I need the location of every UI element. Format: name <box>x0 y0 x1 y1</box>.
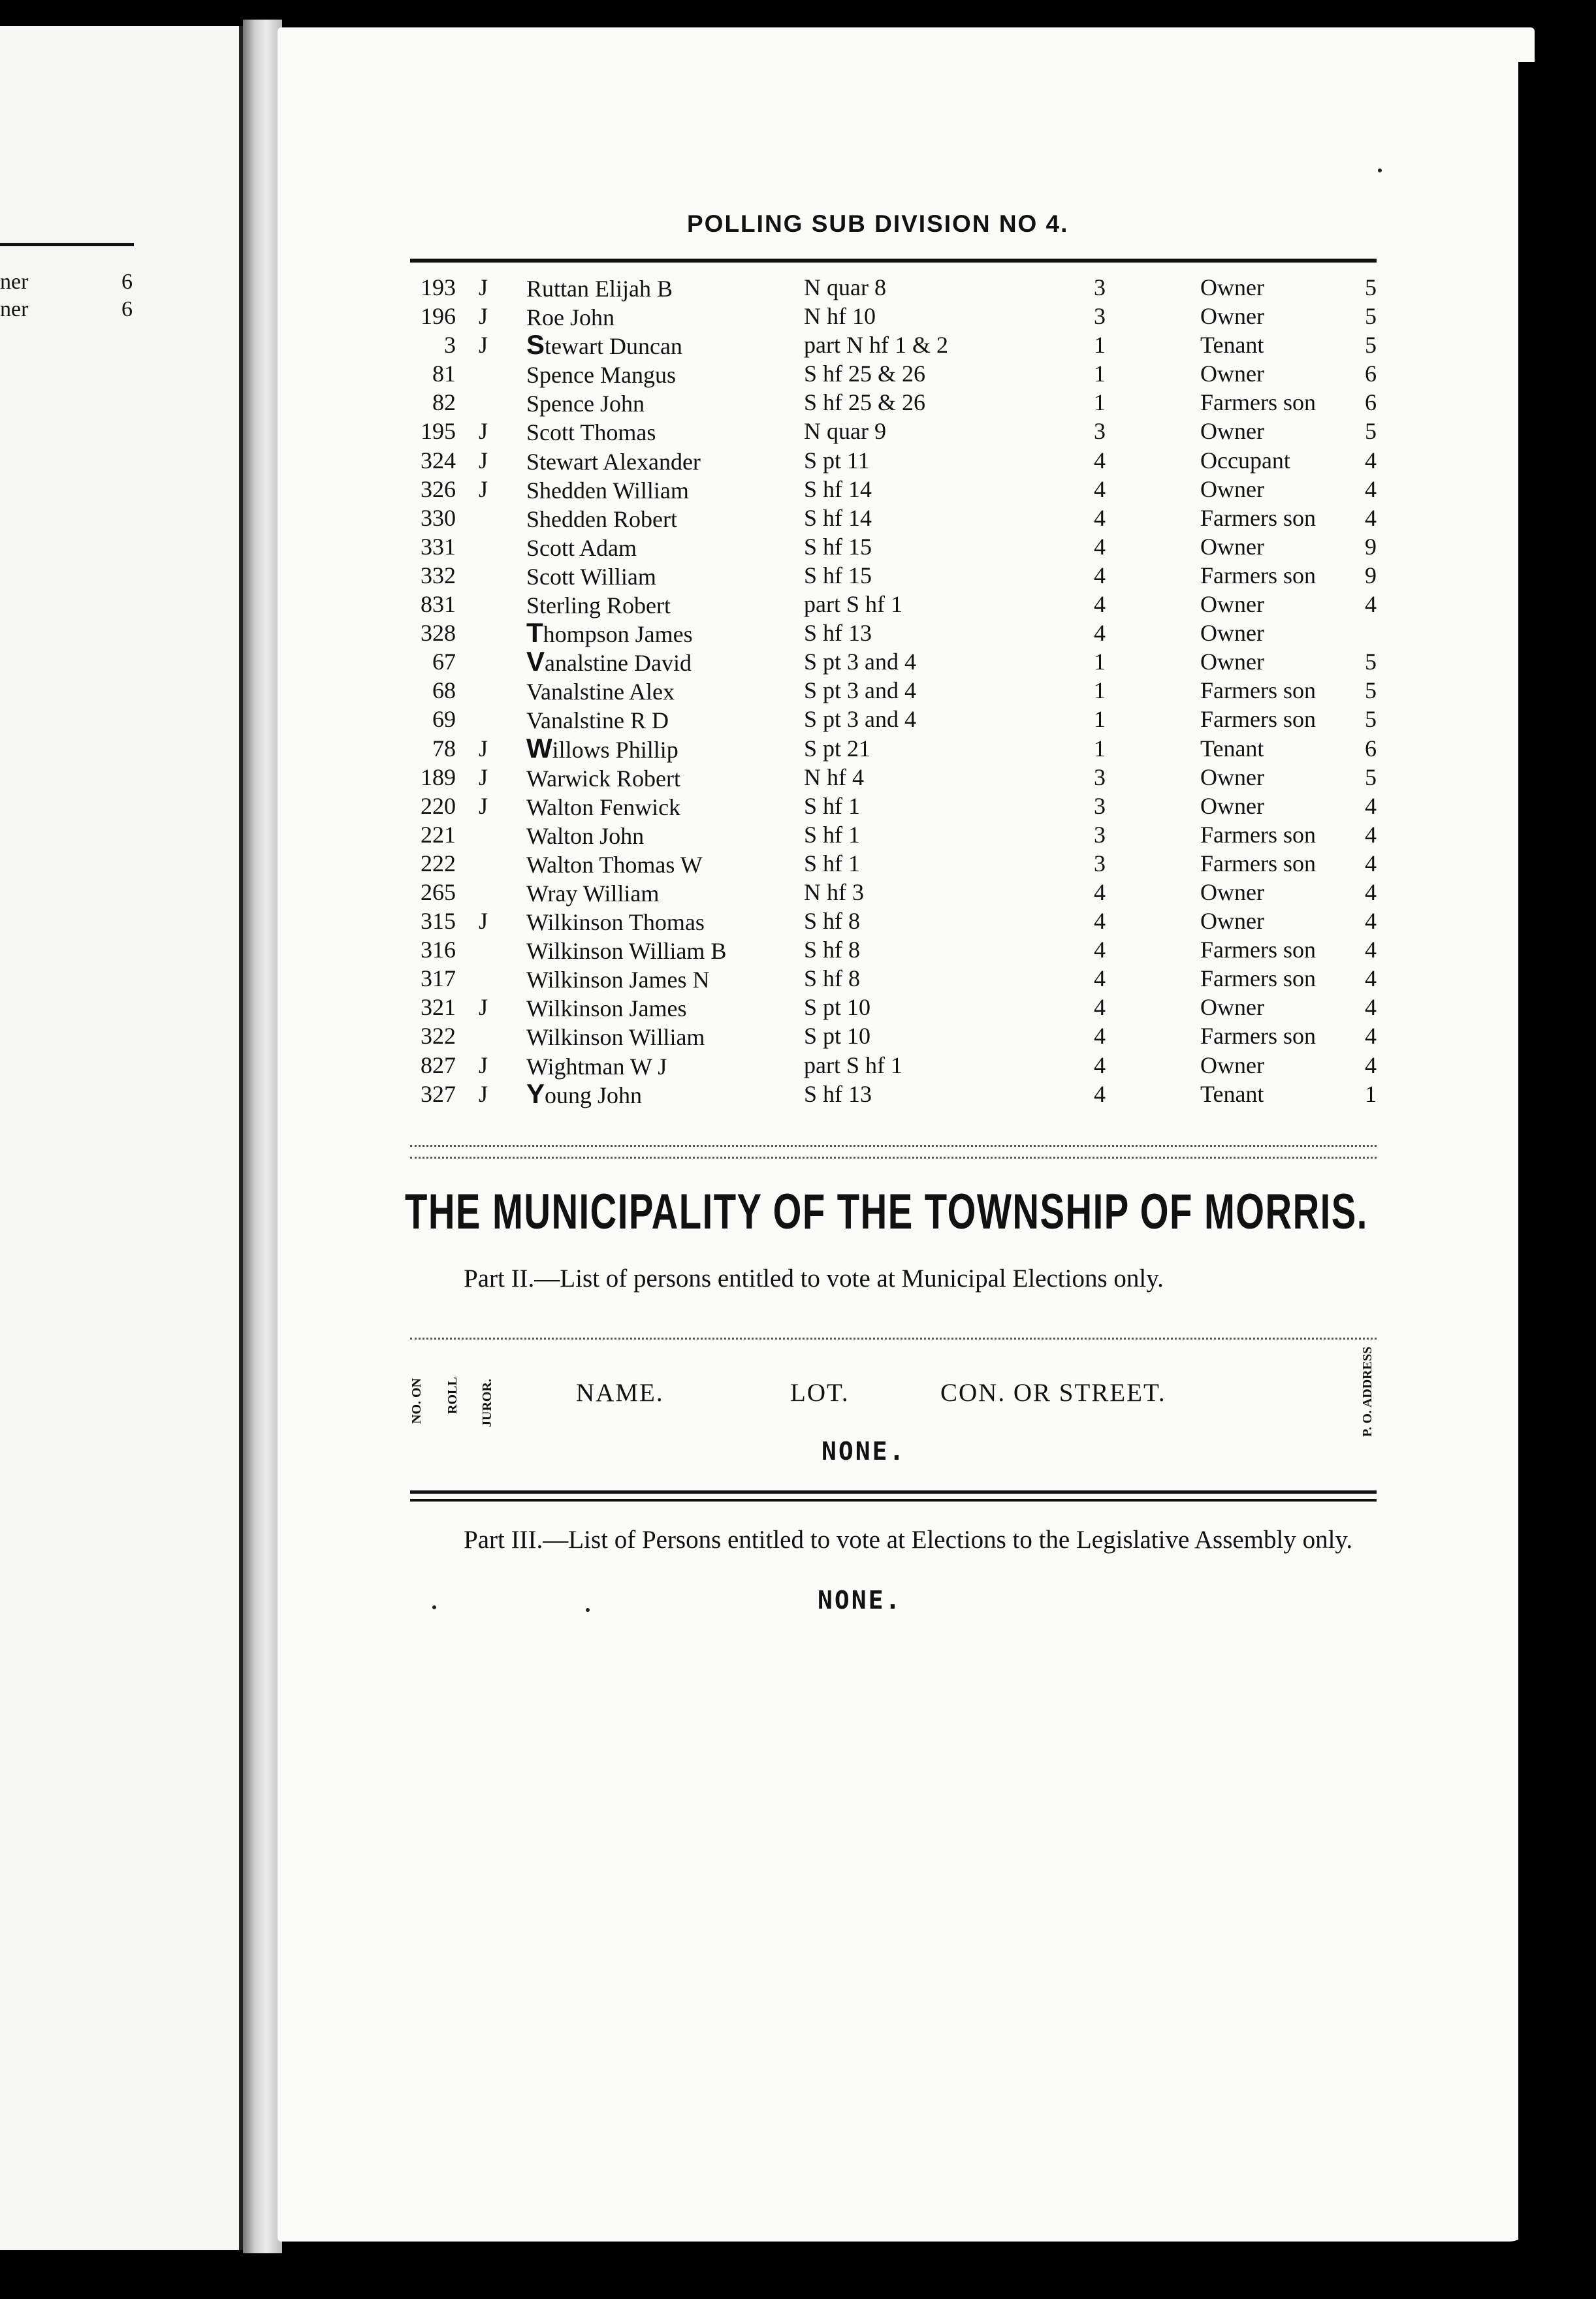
voter-lot: N hf 3 <box>804 878 864 905</box>
voter-concession: 3 <box>1094 821 1106 848</box>
voter-name-text: Walton Thomas W <box>526 851 703 878</box>
voter-juror-mark: J <box>479 475 488 502</box>
voter-juror-mark: J <box>479 1080 488 1107</box>
voter-lot: S pt 3 and 4 <box>804 677 917 704</box>
voter-name <box>526 475 689 505</box>
voter-po-address: 5 <box>1365 706 1377 733</box>
voter-juror-mark: J <box>479 908 488 935</box>
polling-subdivision-title: POLLING SUB DIVISION NO 4. <box>687 210 1069 237</box>
voter-po-address: 4 <box>1365 937 1377 963</box>
voter-concession: 4 <box>1094 994 1106 1021</box>
voter-row <box>410 1080 1377 1108</box>
voter-roll-number: 67 <box>432 649 456 675</box>
voter-po-address: 4 <box>1365 475 1377 502</box>
voter-name-text: Vanalstine Alex <box>526 679 675 705</box>
voter-name-text: Wilkinson William B <box>526 938 727 965</box>
voter-name-text: Stewart Alexander <box>526 448 701 475</box>
voter-concession: 4 <box>1094 591 1106 618</box>
voter-po-address: 9 <box>1365 562 1377 588</box>
part-three-none: NONE. <box>818 1586 902 1615</box>
voter-name <box>526 647 692 677</box>
voter-name <box>526 417 656 447</box>
voter-name-text: illows Phillip <box>552 736 678 763</box>
voter-po-address: 6 <box>1365 735 1377 762</box>
voter-name <box>526 792 680 822</box>
voter-lot: N quar 9 <box>804 418 886 445</box>
voter-roll-number: 81 <box>432 361 456 387</box>
voter-name-text: oung John <box>545 1082 643 1108</box>
voter-row <box>410 935 1377 964</box>
voter-po-address: 5 <box>1365 303 1377 330</box>
voter-name <box>526 676 675 706</box>
voter-status: Owner <box>1200 591 1264 618</box>
voter-roll-number: 328 <box>421 620 456 647</box>
voter-roll-number: 220 <box>421 792 456 819</box>
voter-juror-mark: J <box>479 764 488 790</box>
voter-lot: S pt 3 and 4 <box>804 706 917 733</box>
voter-name <box>526 878 659 908</box>
voter-name-initial: Y <box>526 1078 545 1109</box>
voter-name <box>526 907 705 937</box>
voter-po-address: 4 <box>1365 1052 1377 1078</box>
voter-name <box>526 705 669 735</box>
voter-lot: S pt 21 <box>804 735 871 762</box>
voter-concession: 4 <box>1094 908 1106 935</box>
voter-name <box>526 359 676 389</box>
voter-po-address: 4 <box>1365 504 1377 531</box>
voter-name-initial: W <box>526 732 552 764</box>
voter-row <box>410 330 1377 359</box>
column-header-name: NAME. <box>576 1379 664 1407</box>
voter-name-text: Sterling Robert <box>526 592 671 619</box>
voter-po-address: 6 <box>1365 389 1377 416</box>
voter-row <box>410 359 1377 388</box>
print-speck <box>586 1608 590 1612</box>
voter-lot: S pt 10 <box>804 994 871 1021</box>
voter-name-text: Wightman W J <box>526 1053 667 1080</box>
voter-row <box>410 302 1377 330</box>
voter-lot: S hf 14 <box>804 475 872 502</box>
voter-juror-mark: J <box>479 274 488 300</box>
voter-name-text: Vanalstine R D <box>526 707 669 734</box>
voter-juror-mark: J <box>479 1052 488 1078</box>
voter-name-text: hompson James <box>543 621 693 648</box>
voter-row <box>410 676 1377 705</box>
voter-po-address: 4 <box>1365 878 1377 905</box>
left-entry-number: 6 <box>121 270 133 294</box>
voter-lot: S pt 10 <box>804 1023 871 1050</box>
voter-name <box>526 1021 705 1052</box>
voter-roll-number: 265 <box>421 878 456 905</box>
voter-row <box>410 475 1377 504</box>
voter-roll-number: 3 <box>444 332 456 359</box>
voter-row <box>410 878 1377 907</box>
voter-status: Owner <box>1200 994 1264 1021</box>
voter-status: Owner <box>1200 274 1264 300</box>
book-spine <box>243 20 282 2253</box>
voter-lot: part S hf 1 <box>804 1052 902 1078</box>
voter-name <box>526 619 693 649</box>
voter-lot: S hf 1 <box>804 850 861 876</box>
voter-row <box>410 964 1377 993</box>
voter-name <box>526 590 671 620</box>
voter-po-address: 1 <box>1365 1080 1377 1107</box>
voter-po-address: 6 <box>1365 361 1377 387</box>
voter-row <box>410 590 1377 619</box>
voter-roll-number: 317 <box>421 965 456 992</box>
voter-concession: 1 <box>1094 332 1106 359</box>
voter-juror-mark: J <box>479 735 488 762</box>
voter-status: Farmers son <box>1200 965 1316 992</box>
voter-concession: 4 <box>1094 1080 1106 1107</box>
voter-concession: 4 <box>1094 1023 1106 1050</box>
voter-roll-number: 332 <box>421 562 456 588</box>
voter-po-address: 4 <box>1365 850 1377 876</box>
voter-name <box>526 935 726 965</box>
voter-name-text: Wilkinson James N <box>526 967 710 993</box>
voter-status: Owner <box>1200 1052 1264 1078</box>
section-rule <box>410 1499 1377 1502</box>
voter-status: Owner <box>1200 908 1264 935</box>
column-header-con-or-street: CON. OR STREET. <box>940 1379 1166 1407</box>
voter-row <box>410 820 1377 849</box>
voter-name-text: Shedden William <box>526 477 689 504</box>
voter-name <box>526 734 678 764</box>
voter-concession: 3 <box>1094 792 1106 819</box>
voter-concession: 1 <box>1094 677 1106 704</box>
voter-name-text: Wilkinson Thomas <box>526 909 705 936</box>
dotted-divider <box>410 1338 1377 1340</box>
voter-name-text: Warwick Robert <box>526 765 681 792</box>
voter-po-address: 5 <box>1365 649 1377 675</box>
voter-lot: N hf 10 <box>804 303 876 330</box>
left-page-rule <box>0 243 134 246</box>
voter-po-address: 9 <box>1365 533 1377 560</box>
voter-status: Owner <box>1200 475 1264 502</box>
voter-status: Farmers son <box>1200 821 1316 848</box>
voter-roll-number: 222 <box>421 850 456 876</box>
voter-roll-number: 324 <box>421 447 456 474</box>
voter-lot: part N hf 1 & 2 <box>804 332 948 359</box>
municipality-title: THE MUNICIPALITY OF THE TOWNSHIP OF MORRIS. <box>405 1184 1368 1240</box>
voter-concession: 1 <box>1094 361 1106 387</box>
voter-status: Owner <box>1200 649 1264 675</box>
voter-juror-mark: J <box>479 332 488 359</box>
voter-status: Owner <box>1200 533 1264 560</box>
column-header-juror: JUROR. <box>480 1379 494 1427</box>
voter-concession: 1 <box>1094 735 1106 762</box>
voter-roll-number: 193 <box>421 274 456 300</box>
voter-po-address: 5 <box>1365 332 1377 359</box>
voter-po-address: 4 <box>1365 447 1377 474</box>
voter-concession: 4 <box>1094 620 1106 647</box>
voter-list <box>410 273 1377 1108</box>
print-speck <box>1378 169 1382 172</box>
voter-name-text: analstine David <box>545 650 692 677</box>
voter-lot: S hf 8 <box>804 937 861 963</box>
voter-status: Owner <box>1200 878 1264 905</box>
voter-name <box>526 763 680 793</box>
voter-status: Owner <box>1200 303 1264 330</box>
voter-lot: S hf 25 & 26 <box>804 389 926 416</box>
voter-row <box>410 993 1377 1021</box>
voter-lot: S pt 3 and 4 <box>804 649 917 675</box>
voter-lot: S hf 13 <box>804 620 872 647</box>
voter-roll-number: 326 <box>421 475 456 502</box>
voter-roll-number: 196 <box>421 303 456 330</box>
voter-status: Tenant <box>1200 332 1264 359</box>
voter-name-text: Walton John <box>526 822 645 849</box>
voter-concession: 4 <box>1094 937 1106 963</box>
voter-status: Farmers son <box>1200 389 1316 416</box>
voter-name <box>526 532 637 562</box>
voter-status: Owner <box>1200 418 1264 445</box>
voter-po-address: 4 <box>1365 994 1377 1021</box>
voter-status: Farmers son <box>1200 677 1316 704</box>
part-three-heading: Part III.—List of Persons entitled to vote at Elections to the Legislative Assembly only. <box>464 1526 1353 1554</box>
voter-status: Owner <box>1200 361 1264 387</box>
voter-lot: S hf 8 <box>804 908 861 935</box>
voter-row <box>410 734 1377 763</box>
voter-name <box>526 446 701 476</box>
voter-row <box>410 417 1377 445</box>
voter-concession: 4 <box>1094 475 1106 502</box>
voter-lot: S hf 1 <box>804 821 861 848</box>
voter-name <box>526 504 677 534</box>
voter-name <box>526 273 673 303</box>
voter-roll-number: 189 <box>421 764 456 790</box>
voter-roll-number: 68 <box>432 677 456 704</box>
print-speck <box>432 1605 436 1609</box>
left-entry-word: ner <box>0 297 29 321</box>
voter-roll-number: 82 <box>432 389 456 416</box>
voter-row <box>410 388 1377 417</box>
voter-name-text: Wray William <box>526 880 660 907</box>
voter-roll-number: 330 <box>421 504 456 531</box>
voter-lot: S hf 25 & 26 <box>804 361 926 387</box>
voter-po-address: 4 <box>1365 1023 1377 1050</box>
voter-name-text: Shedden Robert <box>526 506 677 532</box>
voter-name-text: Roe John <box>526 304 614 331</box>
voter-po-address: 4 <box>1365 591 1377 618</box>
voter-status: Farmers son <box>1200 706 1316 733</box>
voter-concession: 4 <box>1094 562 1106 588</box>
voter-row <box>410 1021 1377 1050</box>
voter-row <box>410 1051 1377 1080</box>
voter-name-text: Wilkinson James <box>526 995 687 1022</box>
voter-roll-number: 321 <box>421 994 456 1021</box>
voter-status: Owner <box>1200 620 1264 647</box>
left-entry-number: 6 <box>121 297 133 321</box>
voter-row <box>410 705 1377 733</box>
voter-juror-mark: J <box>479 303 488 330</box>
voter-juror-mark: J <box>479 994 488 1021</box>
voter-concession: 4 <box>1094 1052 1106 1078</box>
voter-row <box>410 532 1377 561</box>
voter-roll-number: 827 <box>421 1052 456 1078</box>
voter-lot: N hf 4 <box>804 764 864 790</box>
voter-row <box>410 907 1377 935</box>
voter-concession: 3 <box>1094 850 1106 876</box>
voter-name <box>526 1080 642 1110</box>
dotted-divider <box>410 1145 1377 1147</box>
part-two-heading: Part II.—List of persons entitled to vote at Municipal Elections only. <box>464 1264 1164 1293</box>
voter-concession: 4 <box>1094 965 1106 992</box>
voter-name-text: Scott William <box>526 563 656 590</box>
column-header-roll: ROLL <box>445 1377 460 1414</box>
voter-po-address: 5 <box>1365 764 1377 790</box>
voter-concession: 3 <box>1094 418 1106 445</box>
voter-status: Farmers son <box>1200 850 1316 876</box>
voter-roll-number: 221 <box>421 821 456 848</box>
left-entry-word: ner <box>0 270 29 294</box>
voter-row <box>410 619 1377 647</box>
voter-concession: 3 <box>1094 303 1106 330</box>
voter-lot: S hf 15 <box>804 562 872 588</box>
voter-name <box>526 964 710 994</box>
voter-name <box>526 1051 667 1081</box>
column-header-no-on: NO. ON <box>409 1378 424 1424</box>
voter-lot: S hf 13 <box>804 1080 872 1107</box>
voter-concession: 4 <box>1094 878 1106 905</box>
voter-po-address: 4 <box>1365 965 1377 992</box>
voter-concession: 1 <box>1094 389 1106 416</box>
scan-border <box>1518 62 1596 2257</box>
voter-po-address: 5 <box>1365 274 1377 300</box>
voter-row <box>410 446 1377 475</box>
voter-status: Tenant <box>1200 735 1264 762</box>
voter-status: Farmers son <box>1200 504 1316 531</box>
voter-row <box>410 273 1377 302</box>
voter-status: Farmers son <box>1200 562 1316 588</box>
voter-lot: S pt 11 <box>804 447 870 474</box>
voter-row <box>410 849 1377 878</box>
voter-status: Farmers son <box>1200 937 1316 963</box>
voter-roll-number: 331 <box>421 533 456 560</box>
left-page <box>0 26 243 2250</box>
voter-po-address: 4 <box>1365 821 1377 848</box>
voter-status: Farmers son <box>1200 1023 1316 1050</box>
voter-concession: 4 <box>1094 447 1106 474</box>
voter-lot: S hf 15 <box>804 533 872 560</box>
voter-juror-mark: J <box>479 447 488 474</box>
voter-po-address: 4 <box>1365 908 1377 935</box>
voter-concession: 3 <box>1094 764 1106 790</box>
voter-name-text: Walton Fenwick <box>526 794 681 820</box>
voter-name-text: Wilkinson William <box>526 1024 705 1051</box>
voter-lot: part S hf 1 <box>804 591 902 618</box>
voter-lot: S hf 8 <box>804 965 861 992</box>
voter-name-text: Ruttan Elijah B <box>526 276 673 302</box>
voter-name <box>526 302 614 332</box>
section-rule <box>410 1490 1377 1494</box>
voter-name <box>526 330 682 361</box>
voter-roll-number: 316 <box>421 937 456 963</box>
voter-name <box>526 993 687 1023</box>
voter-po-address: 5 <box>1365 677 1377 704</box>
voter-row <box>410 763 1377 792</box>
voter-name-initial: S <box>526 329 545 361</box>
voter-roll-number: 315 <box>421 908 456 935</box>
voter-concession: 3 <box>1094 274 1106 300</box>
voter-name-text: Scott Thomas <box>526 419 656 446</box>
voter-name-text: Scott Adam <box>526 534 637 561</box>
voter-roll-number: 69 <box>432 706 456 733</box>
voter-name <box>526 388 645 418</box>
voter-row <box>410 647 1377 676</box>
dotted-divider <box>410 1157 1377 1159</box>
voter-juror-mark: J <box>479 418 488 445</box>
voter-row <box>410 504 1377 532</box>
voter-juror-mark: J <box>479 792 488 819</box>
voter-roll-number: 327 <box>421 1080 456 1107</box>
voter-name-initial: V <box>526 646 545 677</box>
voter-roll-number: 322 <box>421 1023 456 1050</box>
voter-row <box>410 792 1377 820</box>
voter-name-text: Spence Mangus <box>526 362 676 389</box>
voter-name <box>526 820 644 850</box>
voter-lot: N quar 8 <box>804 274 886 300</box>
voter-concession: 1 <box>1094 706 1106 733</box>
header-rule <box>410 259 1377 263</box>
column-header-lot: LOT. <box>790 1379 850 1407</box>
voter-row <box>410 561 1377 590</box>
voter-roll-number: 831 <box>421 591 456 618</box>
voter-status: Owner <box>1200 764 1264 790</box>
voter-status: Owner <box>1200 792 1264 819</box>
voter-status: Occupant <box>1200 447 1290 474</box>
voter-lot: S hf 1 <box>804 792 861 819</box>
voter-concession: 4 <box>1094 504 1106 531</box>
voter-lot: S hf 14 <box>804 504 872 531</box>
voter-status: Tenant <box>1200 1080 1264 1107</box>
column-header-po-address: P. O. ADDRESS <box>1360 1346 1375 1437</box>
voter-roll-number: 78 <box>432 735 456 762</box>
voter-name <box>526 849 703 879</box>
voter-po-address: 5 <box>1365 418 1377 445</box>
voter-roll-number: 195 <box>421 418 456 445</box>
voter-name <box>526 561 656 591</box>
voter-name-initial: T <box>526 617 543 649</box>
voter-name-text: Spence John <box>526 391 645 417</box>
part-two-none: NONE. <box>822 1437 906 1466</box>
voter-name-text: tewart Duncan <box>545 333 682 360</box>
voter-concession: 4 <box>1094 533 1106 560</box>
voter-concession: 1 <box>1094 649 1106 675</box>
voter-po-address: 4 <box>1365 792 1377 819</box>
